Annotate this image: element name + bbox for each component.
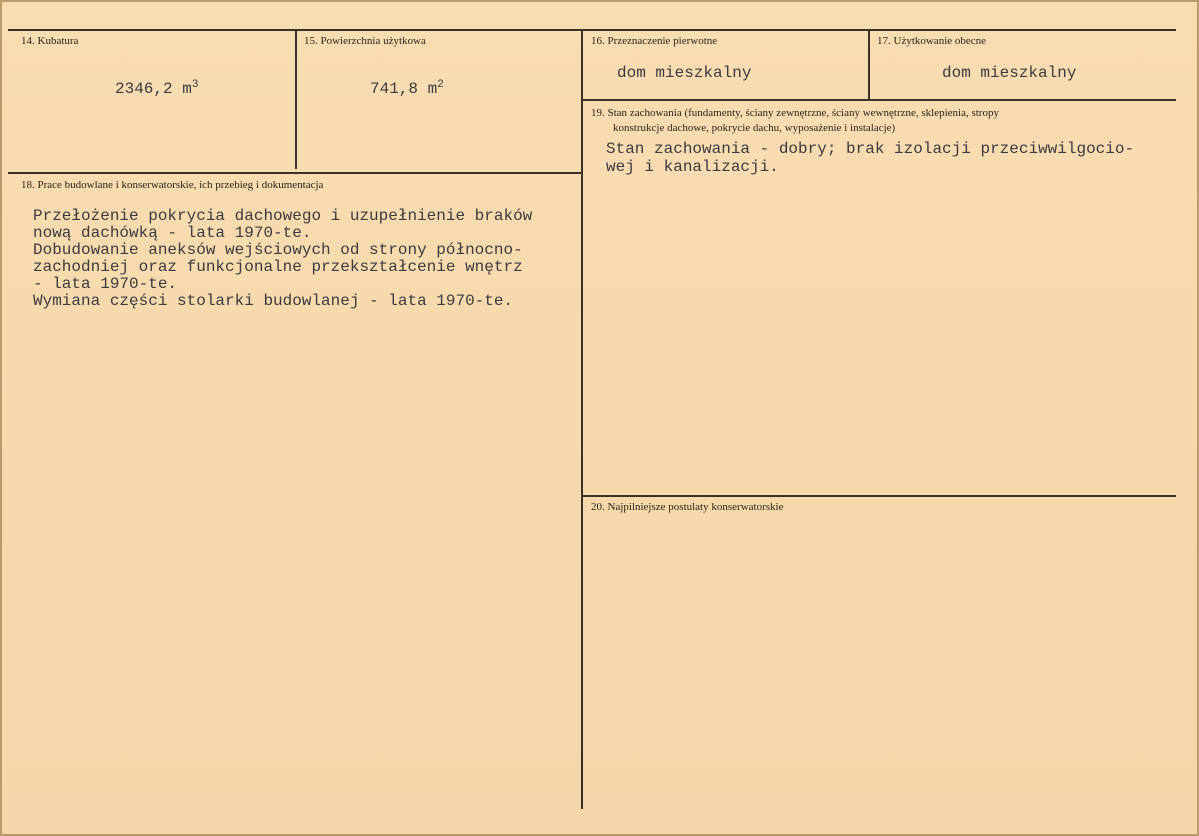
field-18-line-1: Przełożenie pokrycia dachowego i uzupełnienie braków: [33, 207, 533, 225]
field-14-value: 2346,2 $m^3$: [115, 79, 199, 98]
field-18-label: 18. Prace budowlane i konserwatorskie, ich przebieg i dokumentacja: [21, 179, 324, 191]
field-18-line-2: nową dachówką - lata 1970-te.: [33, 224, 312, 242]
field-19-line-2: wej i kanalizacji.: [606, 158, 779, 176]
field-16-label: 16. Przeznaczenie pierwotne: [591, 35, 718, 47]
line-under-14-15: [8, 172, 582, 174]
field-14-label: 14. Kubatura: [21, 35, 79, 47]
field-18-line-6: Wymiana części stolarki budowlanej - lata 1970-te.: [33, 292, 514, 310]
field-15-value: 741,8 $m^2$: [370, 79, 444, 98]
field-16-value: dom mieszkalny: [617, 64, 752, 82]
field-15-label: 15. Powierzchnia użytkowa: [304, 35, 426, 47]
line-under-16-17: [582, 99, 1176, 101]
top-border-line: [8, 29, 1176, 31]
divider-14-15: [295, 29, 297, 169]
field-19-label-line-2: konstrukcje dachowe, pokrycie dachu, wyposażenie i instalacje): [613, 122, 896, 134]
divider-center: [581, 29, 583, 809]
field-18-line-3: Dobudowanie aneksów wejściowych od strony północno-: [33, 241, 523, 259]
field-18-line-4: zachodniej oraz funkcjonalne przekształcenie wnętrz: [33, 258, 523, 276]
field-17-value: dom mieszkalny: [942, 64, 1077, 82]
divider-16-17: [868, 29, 870, 99]
line-above-20: [582, 495, 1176, 497]
field-19-line-1: Stan zachowania - dobry; brak izolacji przeciwwilgocio-: [606, 140, 1135, 158]
field-17-label: 17. Użytkowanie obecne: [877, 35, 987, 47]
field-18-line-5: - lata 1970-te.: [33, 275, 178, 293]
field-19-label-line-1: 19. Stan zachowania (fundamenty, ściany zewnętrzne, ściany wewnętrzne, sklepienia, stropy: [591, 107, 999, 119]
field-20-label: 20. Najpilniejsze postulaty konserwatorskie: [591, 501, 784, 513]
